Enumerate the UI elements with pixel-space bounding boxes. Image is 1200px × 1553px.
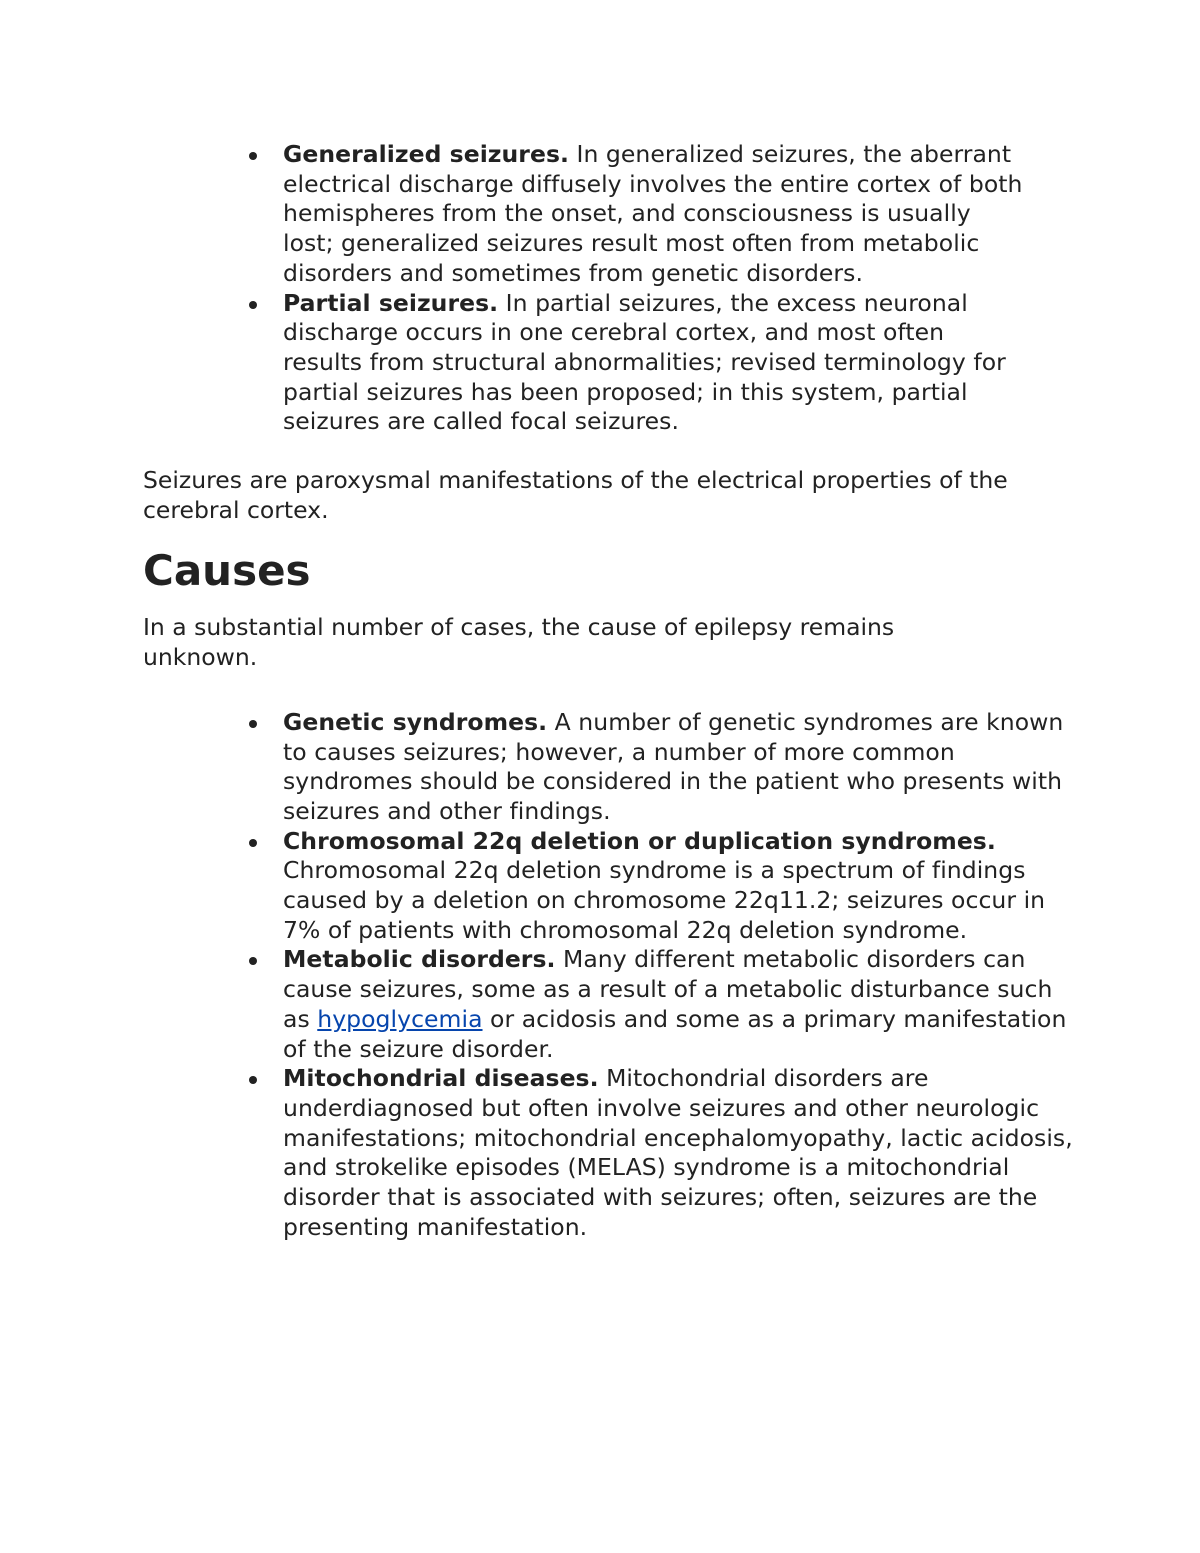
list-item-text: Chromosomal 22q deletion syndrome is a spectrum of findings caused by a deletion on chromosome 22q11.2; seizures occur in 7% of patients with chromosomal 22q deletion syndrome. bbox=[283, 856, 1046, 944]
causes-list bbox=[143, 708, 1073, 1243]
list-item bbox=[143, 827, 1073, 946]
list-item-text: In partial seizures, the excess neuronal discharge occurs in one cerebral cortex, and most often results from structural abnormalities; revised terminology for partial seizures has been proposed; in this system, partial seizures are called focal seizures. bbox=[283, 288, 1006, 436]
bullet-icon bbox=[249, 301, 257, 309]
list-item-text: A number of genetic syndromes are known to causes seizures; however, a number of more common syndromes should be considered in the patient who presents with seizures and other findings. bbox=[283, 707, 1064, 825]
list-item-text: Many different metabolic disorders can cause seizures, some as a result of a metabolic disturbance such as bbox=[283, 945, 1053, 1033]
list-item-term: Metabolic disorders. bbox=[283, 945, 556, 974]
list-item bbox=[143, 945, 1073, 1064]
seizure-types-list bbox=[143, 140, 1023, 437]
list-item bbox=[143, 289, 1023, 438]
document-page bbox=[143, 140, 1073, 1243]
list-item-term: Genetic syndromes. bbox=[283, 707, 548, 736]
list-item-term: Generalized seizures. bbox=[283, 140, 569, 168]
hypoglycemia-link[interactable]: hypoglycemia bbox=[317, 1004, 483, 1033]
bullet-icon bbox=[249, 720, 257, 728]
bullet-icon bbox=[249, 957, 257, 965]
list-item bbox=[143, 140, 1023, 289]
bullet-icon bbox=[249, 1076, 257, 1084]
list-item bbox=[143, 1064, 1073, 1242]
list-item-text: or acidosis and some as a primary manifestation of the seizure disorder. bbox=[283, 1004, 1067, 1063]
list-item bbox=[143, 708, 1073, 827]
list-item-term: Chromosomal 22q deletion or duplication syndromes. bbox=[283, 826, 996, 855]
bullet-icon bbox=[249, 839, 257, 847]
list-item-term: Mitochondrial diseases. bbox=[283, 1064, 599, 1093]
bullet-icon bbox=[249, 152, 257, 160]
list-item-term: Partial seizures. bbox=[283, 288, 499, 317]
list-item-text: Mitochondrial disorders are underdiagnosed but often involve seizures and other neurologic manifestations; mitochondrial encephalomyopathy, lactic acidosis, and strokelike episodes (MELAS) syndrome is a mitochondrial disorder that is associated with seizures; often, seizures are the presenting manifestation. bbox=[283, 1064, 1073, 1241]
list-item-text: In generalized seizures, the aberrant electrical discharge diffusely involves the entire cortex of both hemispheres from the onset, and consciousness is usually lost; generalized seizures result most often from metabolic disorders and sometimes from genetic disorders. bbox=[283, 140, 1023, 287]
causes-intro-paragraph: In a substantial number of cases, the cause of epilepsy remains unknown. bbox=[143, 613, 895, 672]
intro-paragraph: Seizures are paroxysmal manifestations of the electrical properties of the cerebral cortex. bbox=[143, 466, 1008, 524]
causes-heading: Causes bbox=[143, 546, 311, 596]
